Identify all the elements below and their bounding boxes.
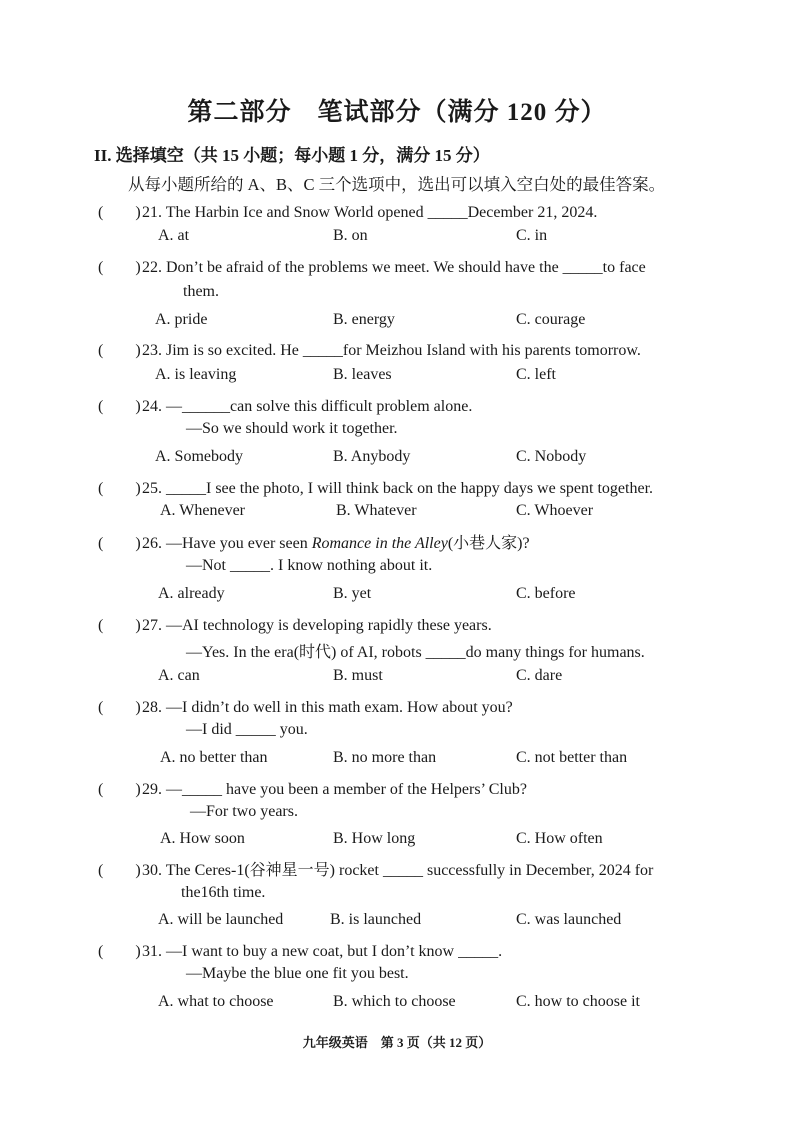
option-b: B. is launched [330,911,422,928]
option-a: A. pride [155,311,208,328]
option-b: B. How long [333,830,416,847]
question-continuation: them. [183,283,219,300]
option-a: A. already [158,585,225,602]
answer-blank[interactable]: ( ) [98,943,141,960]
question-continuation: —I did _____ you. [186,721,308,738]
question-continuation: the16th time. [181,884,266,901]
option-a: A. no better than [160,749,268,766]
option-c: C. Whoever [516,502,594,519]
option-b: B. leaves [333,366,392,383]
answer-blank[interactable]: ( ) [98,535,141,552]
question-text: 28. —I didn’t do well in this math exam. How about you? [142,699,513,716]
question-text: 26. —Have you ever seen [142,535,312,552]
answer-blank[interactable]: ( ) [98,398,141,415]
option-c: C. left [516,366,556,383]
question-28 [98,694,513,717]
option-c: C. dare [516,667,563,684]
option-c: C. How often [516,830,603,847]
option-a: A. Whenever [160,502,245,519]
answer-blank[interactable]: ( ) [98,862,141,879]
section-instruction: 从每小题所给的 A、B、C 三个选项中，选出可以填入空白处的最佳答案。 [128,175,666,194]
option-b: B. on [333,227,368,244]
option-b: B. no more than [333,749,437,766]
question-continuation: —Not _____. I know nothing about it. [186,557,433,574]
option-a: A. Somebody [155,448,243,465]
answer-blank[interactable]: ( ) [98,342,141,359]
option-a: A. what to choose [158,993,274,1010]
question-text: 25. _____I see the photo, I will think back on the happy days we spent together. [142,480,654,497]
section-heading: II. 选择填空（共 15 小题；每小题 1 分，满分 15 分） [94,146,490,165]
question-text-end: (小巷人家)? [447,535,530,552]
question-text: 31. —I want to buy a new coat, but I don’t know _____. [142,943,503,960]
question-29 [98,776,527,799]
option-b: B. must [333,667,383,684]
option-c: C. how to choose it [516,993,640,1010]
question-23 [98,337,641,360]
question-text: 24. —______can solve this difficult problem alone. [142,398,473,415]
option-c: C. was launched [516,911,622,928]
question-31 [98,938,502,961]
option-a: A. How soon [160,830,245,847]
option-b: B. Whatever [336,502,417,519]
question-text: 27. —AI technology is developing rapidly these years. [142,617,492,634]
option-c: C. courage [516,311,586,328]
option-b: B. yet [333,585,372,602]
option-c: C. before [516,585,576,602]
page-footer: 九年级英语 第 3 页（共 12 页） [302,1035,492,1050]
question-continuation: —So we should work it together. [186,420,398,437]
option-a: A. at [158,227,190,244]
question-27 [98,612,492,635]
answer-blank[interactable]: ( ) [98,259,141,276]
question-24 [98,393,472,416]
question-text: 30. The Ceres-1(谷神星一号) rocket _____ successfully in December, 2024 for [142,862,654,879]
question-21 [98,199,597,222]
question-continuation: —Yes. In the era(时代) of AI, robots _____do many things for humans. [186,644,645,661]
question-30 [98,857,653,880]
question-22 [98,254,646,277]
question-continuation: —For two years. [190,803,298,820]
option-a: A. will be launched [158,911,284,928]
answer-blank[interactable]: ( ) [98,480,141,497]
option-c: C. not better than [516,749,628,766]
answer-blank[interactable]: ( ) [98,781,141,798]
option-b: B. energy [333,311,395,328]
option-b: B. Anybody [333,448,411,465]
question-25 [98,475,653,498]
question-continuation: —Maybe the blue one fit you best. [186,965,409,982]
option-c: C. Nobody [516,448,587,465]
answer-blank[interactable]: ( ) [98,204,141,221]
page-title: 第二部分 笔试部分（满分 120 分） [187,99,607,126]
question-26 [98,530,530,553]
option-a: A. can [158,667,200,684]
option-c: C. in [516,227,548,244]
answer-blank[interactable]: ( ) [98,617,141,634]
option-b: B. which to choose [333,993,456,1010]
question-text: 23. Jim is so excited. He _____for Meizhou Island with his parents tomorrow. [142,342,641,359]
answer-blank[interactable]: ( ) [98,699,141,716]
question-text: 29. —_____ have you been a member of the Helpers’ Club? [142,781,527,798]
work-title: Romance in the Alley [311,535,448,552]
question-text: 21. The Harbin Ice and Snow World opened _____December 21, 2024. [142,204,598,221]
question-text: 22. Don’t be afraid of the problems we meet. We should have the _____to face [142,259,646,276]
option-a: A. is leaving [155,366,237,383]
